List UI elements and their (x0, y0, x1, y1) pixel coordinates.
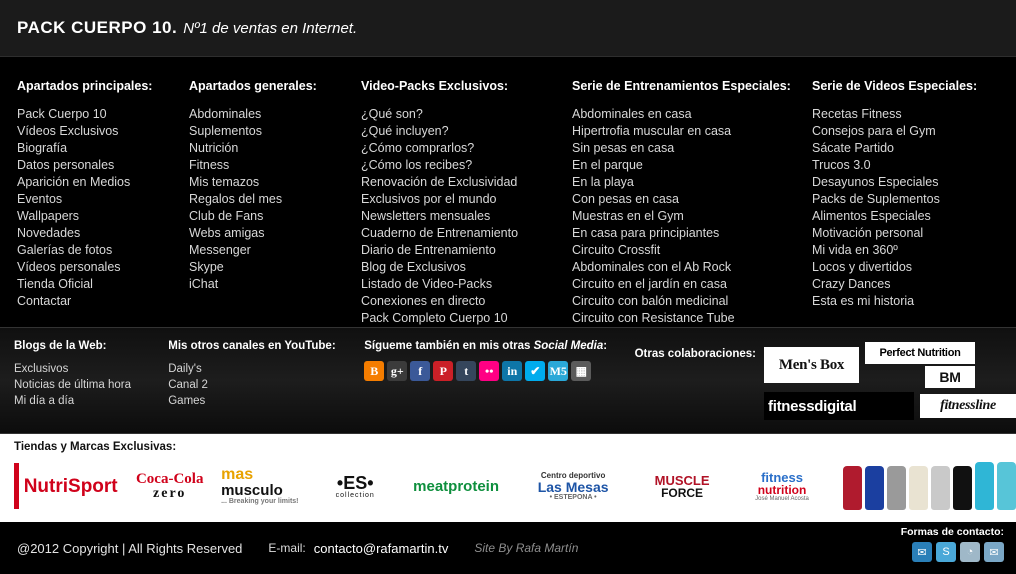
list-item[interactable]: Regalos del mes (189, 192, 283, 206)
list-item[interactable]: Crazy Dances (812, 277, 891, 291)
collaborations-heading: Otras colaboraciones: (634, 348, 756, 360)
blogs-section (0, 340, 154, 433)
site-header (0, 0, 1016, 57)
list-item[interactable]: Games (168, 395, 206, 407)
page-subtitle: Nº1 de ventas en Internet. (183, 19, 358, 37)
list-item[interactable]: ¿Cómo los recibes? (361, 158, 473, 172)
link-list (189, 106, 361, 293)
column-heading: Video-Packs Exclusivos: (361, 79, 509, 93)
list-item[interactable]: Canal 2 (168, 379, 208, 391)
youtube-list (168, 361, 350, 409)
collaborations-logos (764, 342, 1016, 420)
fitness-nutrition-logo[interactable] (737, 463, 827, 509)
centro-deportivo-las-mesas-logo[interactable] (519, 463, 627, 509)
ichat-contact-icon[interactable]: ◔ (960, 542, 980, 562)
flickr-icon[interactable]: •• (479, 361, 499, 381)
column-entrenamientos-especiales (572, 79, 812, 327)
list-item[interactable]: Circuito con Resistance Tube (572, 311, 735, 325)
msn-contact-icon[interactable]: ✉ (912, 542, 932, 562)
myspace-icon[interactable]: M5 (548, 361, 568, 381)
list-item[interactable]: Motivación personal (812, 226, 924, 240)
column-heading: Apartados principales: (17, 79, 153, 93)
social-heading-post: : (603, 340, 608, 352)
list-item[interactable]: ¿Qué son? (361, 107, 423, 121)
blogs-list (14, 361, 154, 409)
list-item[interactable]: Diario de Entrenamiento (361, 243, 496, 257)
list-item[interactable]: Vídeos Exclusivos (17, 124, 119, 138)
list-item[interactable]: Aparición en Medios (17, 175, 131, 189)
bm-logo[interactable]: BM (925, 366, 975, 388)
list-item[interactable]: En la playa (572, 175, 634, 189)
pinterest-icon[interactable]: P (433, 361, 453, 381)
page-title: PACK CUERPO 10. (17, 18, 178, 37)
list-item[interactable]: iChat (189, 277, 219, 291)
list-item[interactable]: En casa para principiantes (572, 226, 720, 240)
list-item[interactable]: Daily's (168, 363, 202, 375)
list-item[interactable]: Packs de Suplementos (812, 192, 940, 206)
las-mesas-text: Las Mesas (537, 478, 609, 495)
list-item[interactable]: Locos y divertidos (812, 260, 913, 274)
list-item[interactable]: Circuito Crossfit (572, 243, 661, 257)
list-item[interactable]: Abdominales (189, 107, 262, 121)
column-video-packs-exclusivos (361, 79, 572, 327)
column-heading: Serie de Entrenamientos Especiales: (572, 79, 791, 93)
list-item[interactable]: Eventos (17, 192, 63, 206)
musculo-text: musculo (221, 482, 283, 499)
sitemap-columns (0, 57, 1016, 327)
muscle-text: MUSCLE (654, 472, 710, 488)
meatprotein-logo[interactable]: meatprotein (413, 477, 500, 495)
list-item[interactable]: Cuaderno de Entrenamiento (361, 226, 519, 240)
list-item[interactable]: ¿Qué incluyen? (361, 124, 449, 138)
social-heading (364, 340, 620, 352)
social-media-section (350, 340, 620, 433)
estepona-text: • ESTEPONA • (549, 493, 597, 501)
social-heading-emphasis: Social Media (533, 340, 604, 352)
email-address-link[interactable]: contacto@rafamartin.tv (313, 540, 449, 556)
fitness-nutrition-byline: José Manuel Acosta (755, 495, 809, 502)
column-heading: Serie de Videos Especiales: (812, 79, 978, 93)
list-item[interactable]: Mis temazos (189, 175, 260, 189)
contact-icon-row (912, 542, 1004, 562)
list-item[interactable]: Pack Completo Cuerpo 10 (361, 311, 508, 325)
list-item[interactable]: Alimentos Especiales (812, 209, 931, 223)
force-text: FORCE (661, 485, 704, 500)
list-item[interactable]: Suplementos (189, 124, 262, 138)
column-heading: Apartados generales: (189, 79, 317, 93)
product-bottles (843, 462, 1016, 510)
bottle-icon[interactable] (865, 466, 884, 510)
list-item[interactable]: En el parque (572, 158, 643, 172)
list-item[interactable]: Consejos para el Gym (812, 124, 936, 138)
centro-deportivo-text: Centro deportivo (540, 470, 606, 480)
google-plus-icon[interactable]: g+ (387, 361, 407, 381)
nutrition-text: nutrition (757, 482, 807, 497)
bottle-icon[interactable] (953, 466, 972, 510)
list-item[interactable]: Nutrición (189, 141, 239, 155)
mas-musculo-logo[interactable] (221, 463, 307, 509)
list-item[interactable]: Skype (189, 260, 224, 274)
list-item[interactable]: Renovación de Exclusividad (361, 175, 518, 189)
bottle-icon[interactable] (997, 462, 1016, 510)
column-apartados-generales (189, 79, 361, 327)
bottle-icon[interactable] (975, 462, 994, 510)
list-item[interactable]: Galerías de fotos (17, 243, 113, 257)
social-icon-row (364, 361, 620, 381)
bottle-icon[interactable] (887, 466, 906, 510)
collection-text: collection (335, 491, 375, 499)
bottle-icon[interactable] (909, 466, 928, 510)
site-by-credit: Site By Rafa Martín (474, 541, 579, 555)
list-item[interactable]: Wallpapers (17, 209, 80, 223)
list-item[interactable]: Noticias de última hora (14, 379, 131, 391)
link-list (17, 106, 189, 310)
perfect-nutrition-logo[interactable]: Perfect Nutrition (865, 342, 975, 364)
email-label: E-mail: (268, 541, 306, 555)
list-item[interactable]: Messenger (189, 243, 251, 257)
social-heading-pre: Sígueme también en mis otras (364, 340, 534, 352)
brands-band (0, 434, 1016, 522)
list-item[interactable]: Circuito en el jardín en casa (572, 277, 727, 291)
social-band (0, 327, 1016, 434)
column-videos-especiales (812, 79, 1012, 327)
list-item[interactable]: Tienda Oficial (17, 277, 93, 291)
link-list (572, 106, 812, 344)
youtube-heading: Mis otros canales en YouTube: (168, 340, 336, 352)
es-collection-logo[interactable] (317, 463, 393, 509)
link-list (812, 106, 1012, 310)
zero-text: zero (153, 485, 187, 501)
mas-musculo-tagline: ... Breaking your limits! (221, 498, 299, 505)
nutrisport-logo[interactable]: NutriSport (14, 463, 118, 509)
list-item[interactable]: Mi vida en 360º (812, 243, 898, 257)
site-footer (0, 522, 1016, 574)
list-item[interactable]: Trucos 3.0 (812, 158, 871, 172)
twitter-icon[interactable]: ✔ (525, 361, 545, 381)
muscle-force-logo[interactable] (637, 463, 727, 509)
column-apartados-principales (17, 79, 189, 327)
skype-contact-icon[interactable]: S (936, 542, 956, 562)
list-item[interactable]: Sin pesas en casa (572, 141, 675, 155)
coca-cola-zero-logo[interactable] (128, 463, 211, 509)
list-item[interactable]: ¿Cómo comprarlos? (361, 141, 475, 155)
list-item[interactable]: Recetas Fitness (812, 107, 902, 121)
list-item[interactable]: Abdominales con el Ab Rock (572, 260, 732, 274)
list-item[interactable]: Desayunos Especiales (812, 175, 939, 189)
copyright-text: @2012 Copyright | All Rights Reserved (17, 540, 243, 556)
blogs-heading: Blogs de la Web: (14, 340, 107, 352)
list-item[interactable]: Blog de Exclusivos (361, 260, 466, 274)
list-item[interactable]: Muestras en el Gym (572, 209, 684, 223)
contact-methods (901, 526, 1004, 562)
youtube-section (154, 340, 350, 433)
coca-cola-text: Coca-Cola (135, 470, 204, 487)
collaborations-section (621, 340, 1016, 433)
list-item[interactable]: Webs amigas (189, 226, 265, 240)
list-item[interactable]: Mi día a día (14, 395, 75, 407)
es-text: •ES• (336, 472, 374, 493)
brands-heading: Tiendas y Marcas Exclusivas: (14, 441, 177, 453)
fitness-text: fitness (761, 469, 803, 485)
list-item[interactable]: Contactar (17, 294, 72, 308)
bottle-icon[interactable] (843, 466, 862, 510)
mens-box-logo[interactable]: Men's Box (764, 347, 859, 383)
list-item[interactable]: Newsletters mensuales (361, 209, 491, 223)
list-item[interactable]: Hipertrofia muscular en casa (572, 124, 732, 138)
list-item[interactable]: Circuito con balón medicinal (572, 294, 729, 308)
list-item[interactable]: Novedades (17, 226, 81, 240)
list-item[interactable]: Esta es mi historia (812, 294, 915, 308)
fitnessline-logo[interactable]: fitnessline (920, 394, 1016, 418)
list-item[interactable]: Exclusivos por el mundo (361, 192, 497, 206)
list-item[interactable]: Pack Cuerpo 10 (17, 107, 107, 121)
contact-heading: Formas de contacto: (900, 526, 1004, 538)
list-item[interactable]: Exclusivos (14, 363, 69, 375)
mas-text: mas (221, 466, 254, 483)
list-item[interactable]: Biografía (17, 141, 68, 155)
bottle-icon[interactable] (931, 466, 950, 510)
list-item[interactable]: Sácate Partido (812, 141, 894, 155)
list-item[interactable]: Conexiones en directo (361, 294, 486, 308)
list-item[interactable]: Abdominales en casa (572, 107, 692, 121)
tumblr-icon[interactable]: t (456, 361, 476, 381)
fitnessdigital-logo[interactable]: fitnessdigital (764, 392, 914, 420)
instagram-icon[interactable]: ▦ (571, 361, 591, 381)
brand-logo-row (14, 457, 1016, 515)
list-item[interactable]: Club de Fans (189, 209, 264, 223)
link-list (361, 106, 572, 327)
blogger-icon[interactable]: B (364, 361, 384, 381)
mail-contact-icon[interactable]: ✉ (984, 542, 1004, 562)
list-item[interactable]: Vídeos personales (17, 260, 121, 274)
list-item[interactable]: Con pesas en casa (572, 192, 680, 206)
list-item[interactable]: Fitness (189, 158, 230, 172)
linkedin-icon[interactable]: in (502, 361, 522, 381)
list-item[interactable]: Datos personales (17, 158, 115, 172)
facebook-icon[interactable]: f (410, 361, 430, 381)
list-item[interactable]: Listado de Video-Packs (361, 277, 493, 291)
